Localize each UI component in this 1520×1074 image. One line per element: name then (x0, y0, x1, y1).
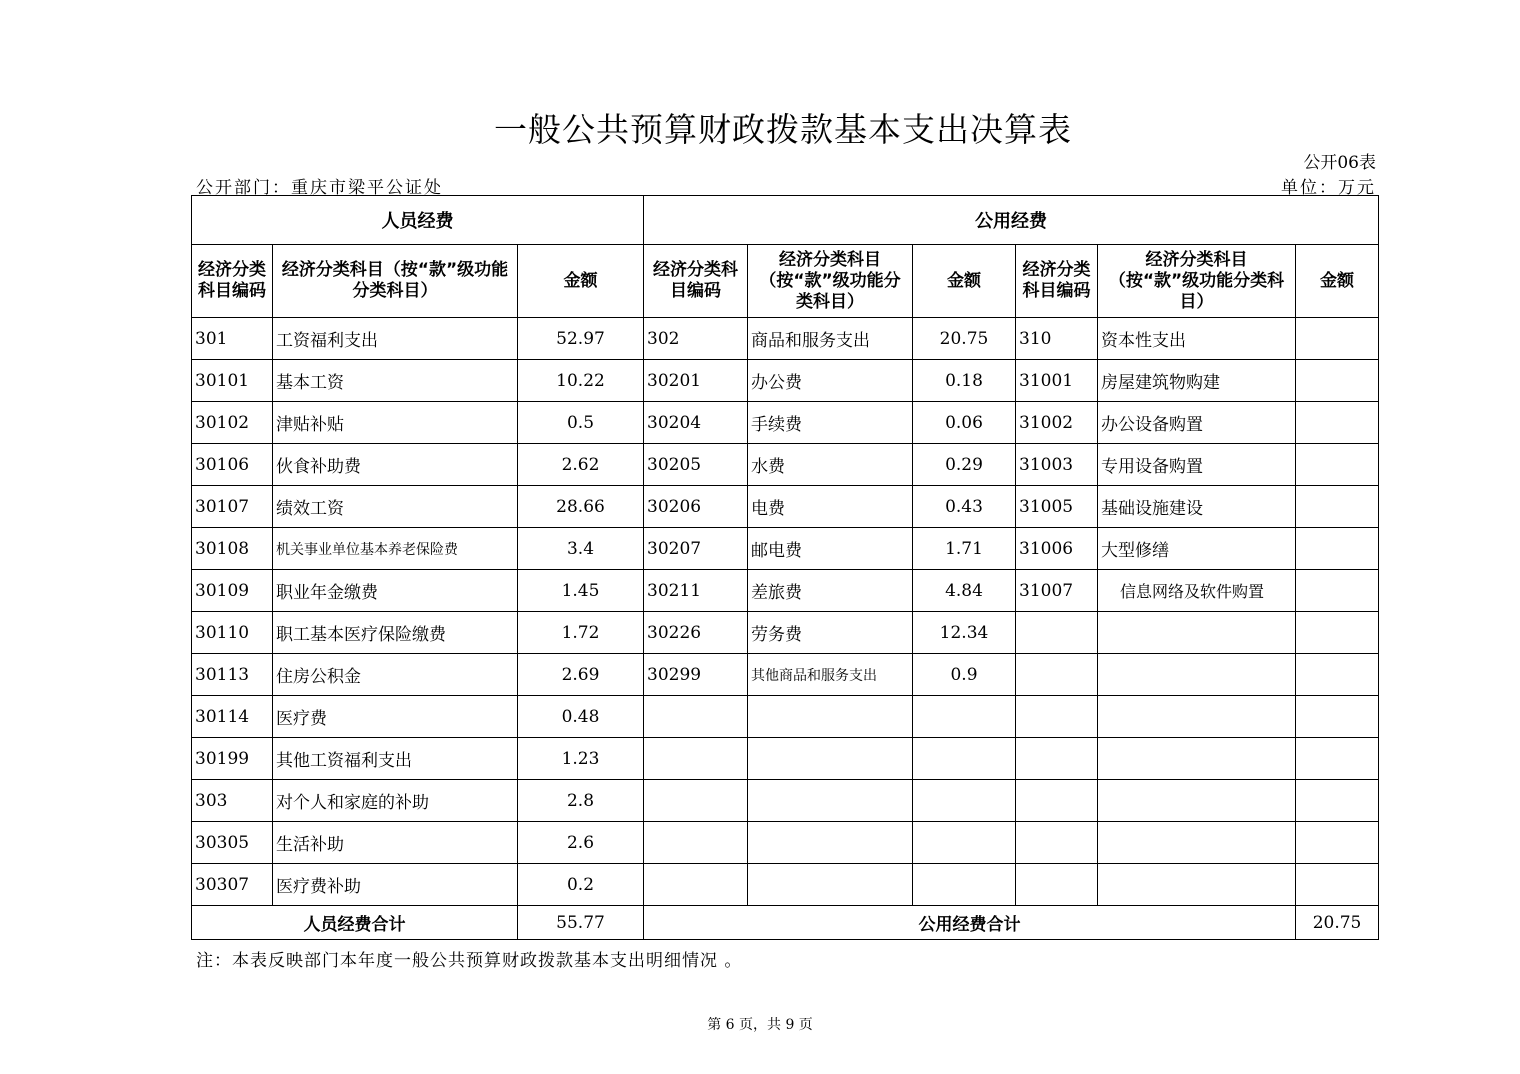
capital-code: 31001 (1016, 360, 1098, 402)
capital-name (1098, 864, 1296, 906)
capital-code: 31006 (1016, 528, 1098, 570)
public-total-label: 公用经费合计 (644, 906, 1296, 940)
capital-amount (1296, 318, 1379, 360)
capital-amount (1296, 360, 1379, 402)
goods-amount: 0.06 (913, 402, 1016, 444)
goods-name (748, 780, 913, 822)
goods-amount (913, 822, 1016, 864)
table-row (192, 402, 1379, 444)
goods-code: 302 (644, 318, 748, 360)
personnel-name: 津贴补贴 (273, 402, 518, 444)
capital-name: 办公设备购置 (1098, 402, 1296, 444)
capital-name: 房屋建筑物购建 (1098, 360, 1296, 402)
personnel-amount: 1.72 (518, 612, 644, 654)
capital-name (1098, 654, 1296, 696)
personnel-name: 职工基本医疗保险缴费 (273, 612, 518, 654)
unit-label: 单位：万元 (1281, 178, 1376, 198)
capital-name (1098, 696, 1296, 738)
goods-amount: 1.71 (913, 528, 1016, 570)
header-goods-amount: 金额 (913, 245, 1016, 318)
capital-code (1016, 822, 1098, 864)
capital-amount (1296, 654, 1379, 696)
goods-amount: 12.34 (913, 612, 1016, 654)
table-note: 注：本表反映部门本年度一般公共预算财政拨款基本支出明细情况 。 (196, 951, 743, 971)
personnel-amount: 0.2 (518, 864, 644, 906)
capital-amount (1296, 696, 1379, 738)
column-header-row (192, 245, 1379, 318)
goods-code: 30299 (644, 654, 748, 696)
capital-code: 31005 (1016, 486, 1098, 528)
capital-code (1016, 612, 1098, 654)
goods-code: 30204 (644, 402, 748, 444)
personnel-name: 医疗费 (273, 696, 518, 738)
goods-name: 差旅费 (748, 570, 913, 612)
personnel-name: 伙食补助费 (273, 444, 518, 486)
form-number: 公开06表 (1303, 153, 1376, 173)
capital-code (1016, 780, 1098, 822)
personnel-code: 30109 (192, 570, 273, 612)
goods-name: 邮电费 (748, 528, 913, 570)
personnel-code: 30107 (192, 486, 273, 528)
personnel-amount: 2.8 (518, 780, 644, 822)
capital-amount (1296, 864, 1379, 906)
personnel-name: 生活补助 (273, 822, 518, 864)
expenditure-table (191, 195, 1379, 940)
personnel-amount: 3.4 (518, 528, 644, 570)
capital-amount (1296, 528, 1379, 570)
table-row (192, 864, 1379, 906)
goods-name (748, 864, 913, 906)
personnel-amount: 28.66 (518, 486, 644, 528)
table-row (192, 612, 1379, 654)
goods-name: 其他商品和服务支出 (748, 654, 913, 696)
personnel-total-label: 人员经费合计 (192, 906, 518, 940)
department-label: 公开部门：重庆市梁平公证处 (196, 178, 443, 198)
header-goods-code: 经济分类科目编码 (644, 245, 748, 318)
personnel-code: 30305 (192, 822, 273, 864)
header-capital-amount: 金额 (1296, 245, 1379, 318)
personnel-amount: 2.6 (518, 822, 644, 864)
goods-name: 电费 (748, 486, 913, 528)
goods-amount: 0.9 (913, 654, 1016, 696)
goods-name: 水费 (748, 444, 913, 486)
personnel-amount: 0.5 (518, 402, 644, 444)
table-row (192, 570, 1379, 612)
goods-code: 30206 (644, 486, 748, 528)
personnel-name: 绩效工资 (273, 486, 518, 528)
capital-code: 31002 (1016, 402, 1098, 444)
capital-code (1016, 696, 1098, 738)
capital-name (1098, 822, 1296, 864)
personnel-code: 30110 (192, 612, 273, 654)
header-goods-name: 经济分类科目（按“款”级功能分类科目） (748, 245, 913, 318)
personnel-name: 其他工资福利支出 (273, 738, 518, 780)
personnel-code: 30106 (192, 444, 273, 486)
goods-code: 30205 (644, 444, 748, 486)
goods-amount: 0.18 (913, 360, 1016, 402)
capital-name: 资本性支出 (1098, 318, 1296, 360)
goods-code (644, 738, 748, 780)
goods-amount (913, 738, 1016, 780)
table-row (192, 780, 1379, 822)
goods-amount: 0.43 (913, 486, 1016, 528)
personnel-amount: 52.97 (518, 318, 644, 360)
personnel-amount: 0.48 (518, 696, 644, 738)
goods-code (644, 864, 748, 906)
goods-name: 劳务费 (748, 612, 913, 654)
table-row (192, 528, 1379, 570)
goods-amount: 0.29 (913, 444, 1016, 486)
personnel-name: 对个人和家庭的补助 (273, 780, 518, 822)
capital-name: 专用设备购置 (1098, 444, 1296, 486)
header-personnel-code: 经济分类科目编码 (192, 245, 273, 318)
goods-code: 30207 (644, 528, 748, 570)
goods-name (748, 696, 913, 738)
goods-amount (913, 864, 1016, 906)
personnel-amount: 1.23 (518, 738, 644, 780)
personnel-name: 基本工资 (273, 360, 518, 402)
goods-code (644, 822, 748, 864)
group-public: 公用经费 (644, 196, 1379, 245)
goods-code (644, 696, 748, 738)
table-row (192, 654, 1379, 696)
capital-amount (1296, 486, 1379, 528)
header-personnel-amount: 金额 (518, 245, 644, 318)
personnel-name: 职业年金缴费 (273, 570, 518, 612)
personnel-code: 301 (192, 318, 273, 360)
capital-amount (1296, 738, 1379, 780)
personnel-amount: 1.45 (518, 570, 644, 612)
header-capital-code: 经济分类科目编码 (1016, 245, 1098, 318)
capital-name (1098, 612, 1296, 654)
personnel-name: 住房公积金 (273, 654, 518, 696)
goods-code: 30201 (644, 360, 748, 402)
capital-amount (1296, 402, 1379, 444)
capital-code: 310 (1016, 318, 1098, 360)
capital-code (1016, 738, 1098, 780)
personnel-code: 30114 (192, 696, 273, 738)
public-total-value: 20.75 (1296, 906, 1379, 940)
table-row (192, 486, 1379, 528)
goods-code: 30226 (644, 612, 748, 654)
personnel-name: 机关事业单位基本养老保险费 (273, 528, 518, 570)
personnel-code: 30101 (192, 360, 273, 402)
goods-code (644, 780, 748, 822)
header-capital-name: 经济分类科目（按“款”级功能分类科目） (1098, 245, 1296, 318)
goods-name (748, 822, 913, 864)
header-personnel-name: 经济分类科目（按“款”级功能分类科目） (273, 245, 518, 318)
capital-amount (1296, 822, 1379, 864)
table-row (192, 822, 1379, 864)
personnel-name: 工资福利支出 (273, 318, 518, 360)
goods-name: 办公费 (748, 360, 913, 402)
capital-name: 基础设施建设 (1098, 486, 1296, 528)
table-row (192, 444, 1379, 486)
capital-name (1098, 780, 1296, 822)
personnel-name: 医疗费补助 (273, 864, 518, 906)
personnel-total-value: 55.77 (518, 906, 644, 940)
personnel-code: 30199 (192, 738, 273, 780)
goods-amount: 4.84 (913, 570, 1016, 612)
capital-amount (1296, 612, 1379, 654)
capital-code: 31003 (1016, 444, 1098, 486)
table-row (192, 738, 1379, 780)
goods-name: 商品和服务支出 (748, 318, 913, 360)
capital-amount (1296, 780, 1379, 822)
personnel-code: 30307 (192, 864, 273, 906)
personnel-amount: 10.22 (518, 360, 644, 402)
group-header-row (192, 196, 1379, 245)
capital-name: 信息网络及软件购置 (1098, 570, 1296, 612)
personnel-code: 303 (192, 780, 273, 822)
page-title: 一般公共预算财政拨款基本支出决算表 (494, 110, 1072, 149)
personnel-code: 30108 (192, 528, 273, 570)
personnel-code: 30102 (192, 402, 273, 444)
capital-code (1016, 654, 1098, 696)
personnel-amount: 2.62 (518, 444, 644, 486)
capital-code (1016, 864, 1098, 906)
capital-name: 大型修缮 (1098, 528, 1296, 570)
goods-name: 手续费 (748, 402, 913, 444)
capital-amount (1296, 444, 1379, 486)
page-footer: 第 6 页，共 9 页 (707, 1017, 813, 1033)
goods-amount (913, 780, 1016, 822)
goods-code: 30211 (644, 570, 748, 612)
personnel-code: 30113 (192, 654, 273, 696)
capital-amount (1296, 570, 1379, 612)
capital-code: 31007 (1016, 570, 1098, 612)
totals-row (192, 906, 1379, 940)
goods-name (748, 738, 913, 780)
table-row (192, 318, 1379, 360)
table-row (192, 360, 1379, 402)
personnel-amount: 2.69 (518, 654, 644, 696)
table-row (192, 696, 1379, 738)
goods-amount (913, 696, 1016, 738)
group-personnel: 人员经费 (192, 196, 644, 245)
capital-name (1098, 738, 1296, 780)
goods-amount: 20.75 (913, 318, 1016, 360)
